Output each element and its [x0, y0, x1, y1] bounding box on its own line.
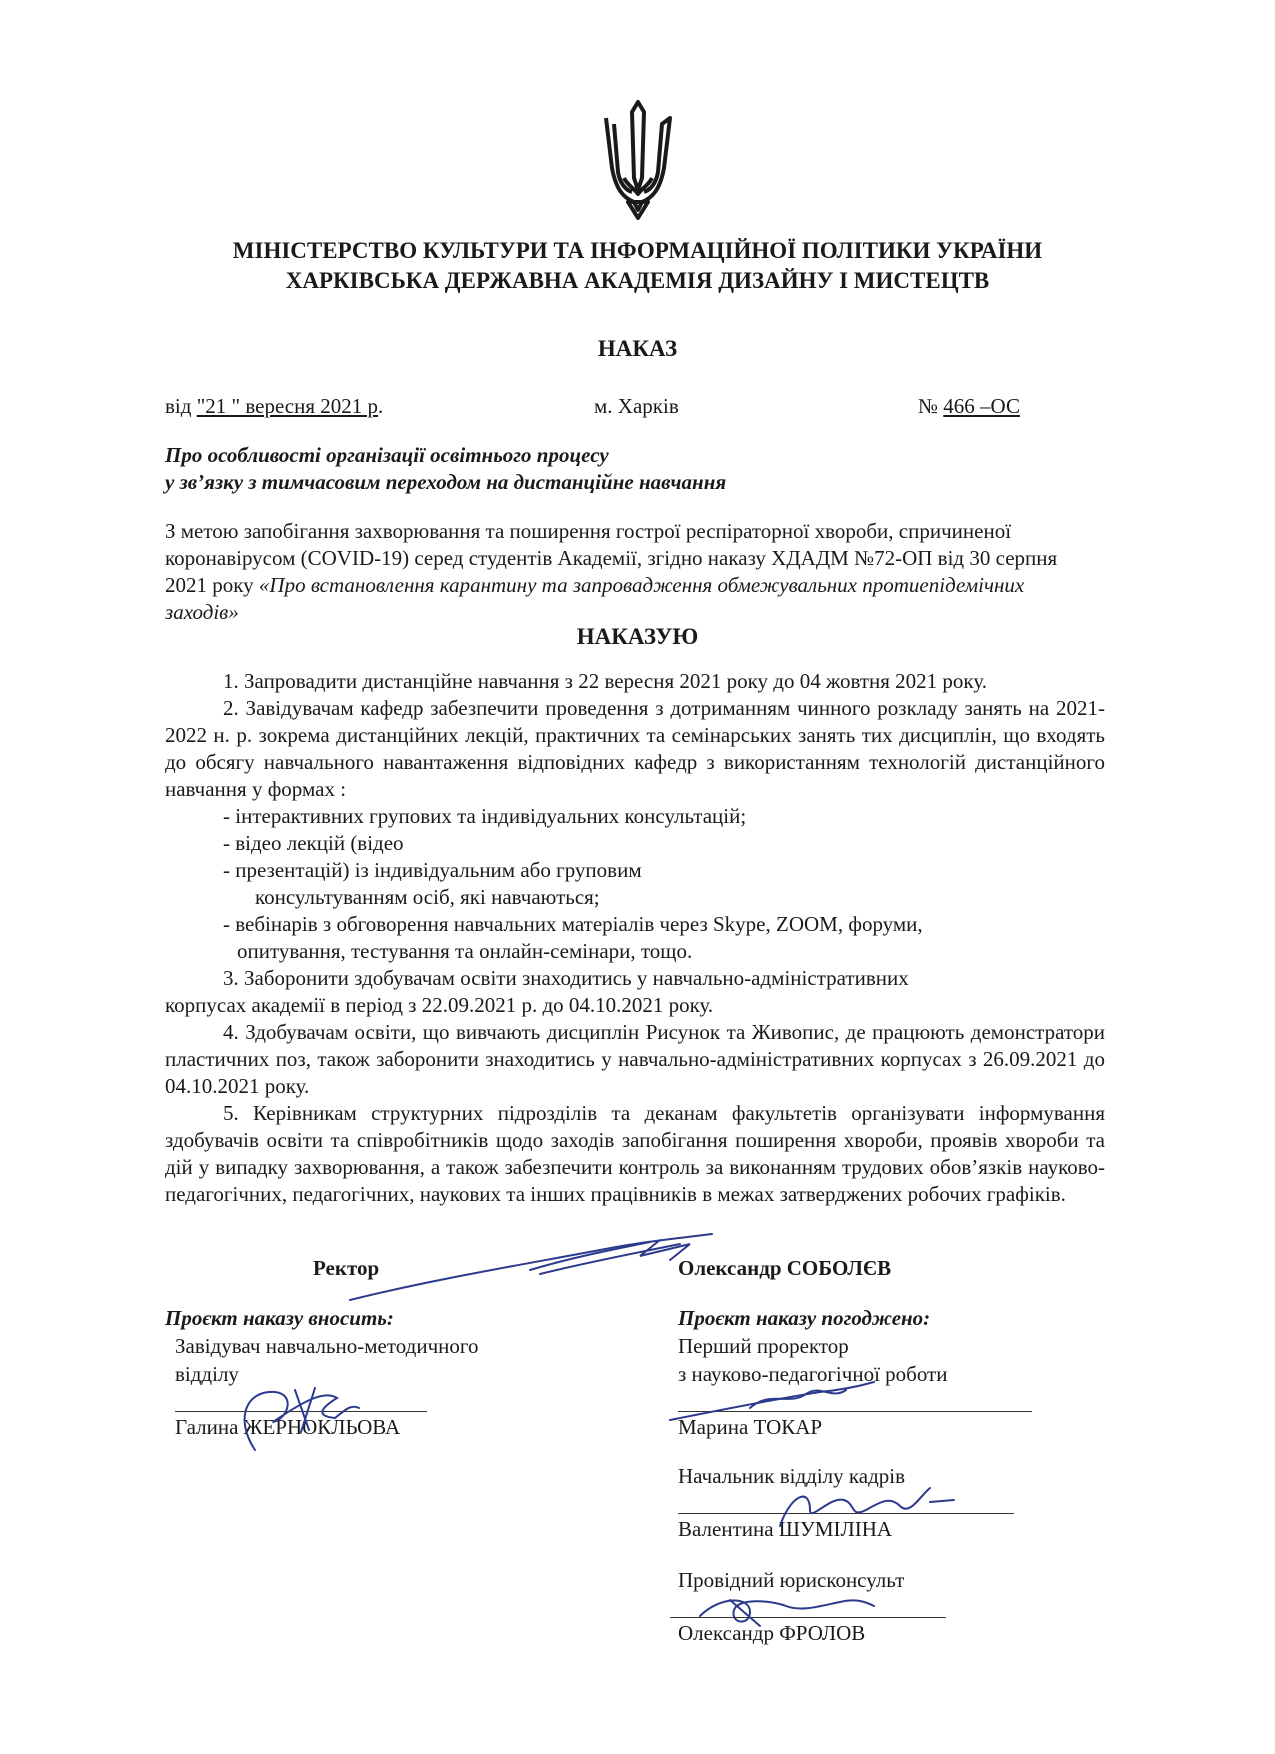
preamble-text: З метою запобігання захворювання та поширення гострої респіраторної хвороби, спричиненої коронавірусом (COVID-19) серед студентів Академії, згідно наказу ХДАДМ №72-ОП від 30 серпня 2021 року	[165, 519, 1058, 597]
ministry-line-2: ХАРКІВСЬКА ДЕРЖАВНА АКАДЕМІЯ ДИЗАЙНУ І МИСТЕЦТВ	[285, 268, 990, 293]
order-city: м. Харків	[594, 394, 679, 418]
agreed1-position-2: з науково-педагогічної роботи	[678, 1362, 948, 1386]
subject-line-1: Про особливості організації освітнього процесу	[165, 443, 609, 467]
order-date-value: "21 " вересня 2021 р	[196, 394, 379, 418]
preamble	[165, 518, 1100, 626]
order-date-prefix: від	[165, 394, 197, 418]
submitted-position-2: відділу	[175, 1362, 239, 1386]
agreed3-name: Олександр ФРОЛОВ	[678, 1621, 866, 1645]
form-item-3-cont: консультуванням осіб, які навчаються;	[255, 885, 600, 909]
item-5: 5. Керівникам структурних підрозділів та деканам факультетів організувати інформування здобувачів освіти та співробітників щодо заходів запобігання поширення хвороби, проявів хвороби та дій у випадку захворювання, а також забезпечити контроль за виконанням трудових обов’язків науково-педагогічних, педагогічних, наукових та інших працівників в межах затверджених робочих графіків.	[165, 1101, 1105, 1206]
order-number-value: 466 –ОС	[943, 394, 1020, 418]
agreed1-signature-icon	[660, 1370, 880, 1430]
order-date-suffix: .	[378, 394, 384, 418]
agreed-heading: Проєкт наказу погоджено:	[678, 1306, 931, 1330]
agreed3-signature-icon	[690, 1576, 880, 1636]
submitted-name: Галина ЖЕРНОКЛЬОВА	[175, 1415, 401, 1439]
order-number-prefix: №	[918, 394, 944, 418]
subject-line-2: у зв’язку з тимчасовим переходом на дистанційне навчання	[165, 470, 727, 494]
preamble-reference: «Про встановлення карантину та запровадження обмежувальних протиепідемічних заходів»	[165, 573, 1025, 624]
order-title: НАКАЗ	[597, 336, 678, 361]
form-item-4: - вебінарів з обговорення навчальних матеріалів через Skype, ZOOM, форуми,	[223, 912, 923, 936]
form-item-3: - презентацій) із індивідуальним або груповим	[223, 858, 642, 882]
agreed1-name: Марина ТОКАР	[678, 1415, 823, 1439]
rector-name: Олександр СОБОЛЄВ	[678, 1256, 892, 1280]
agreed2-signature-icon	[770, 1466, 960, 1536]
trident-emblem-icon	[598, 98, 678, 222]
item-3-line-1: 3. Заборонити здобувачам освіти знаходитись у навчально-адміністративних	[223, 966, 909, 990]
submitted-heading: Проєкт наказу вносить:	[165, 1306, 394, 1330]
order-date	[165, 394, 383, 419]
agreed2-name: Валентина ШУМІЛІНА	[678, 1517, 893, 1541]
agreed3-position: Провідний юрисконсульт	[678, 1568, 905, 1592]
ministry-line-1: МІНІСТЕРСТВО КУЛЬТУРИ ТА ІНФОРМАЦІЙНОЇ ПОЛІТИКИ УКРАЇНИ	[232, 238, 1043, 263]
form-item-4-cont: опитування, тестування та онлайн-семінари, тощо.	[237, 939, 693, 963]
rector-signature-icon	[340, 1230, 720, 1310]
item-2: 2. Завідувачам кафедр забезпечити проведення з дотриманням чинного розкладу занять на 2021-2022 н. р. зокрема дистанційних лекцій, практичних та семінарських занять тих дисциплін, що входять до обсягу навчального навантаження відповідних кафедр з використанням технологій дистанційного навчання у формах :	[165, 696, 1105, 801]
item-3-line-2: корпусах академії в період з 22.09.2021 р. до 04.10.2021 року.	[165, 993, 714, 1017]
item-1: 1. Запровадити дистанційне навчання з 22 вересня 2021 року до 04 жовтня 2021 року.	[223, 669, 987, 693]
agreed2-position: Начальник відділу кадрів	[678, 1464, 906, 1488]
item-4: 4. Здобувачам освіти, що вивчають дисциплін Рисунок та Живопис, де працюють демонстратори пластичних поз, також заборонити знаходитись у навчально-адміністративних корпусах з 26.09.2021 до 04.10.2021 року.	[165, 1020, 1105, 1098]
order-number	[918, 394, 1020, 419]
ministry-header	[0, 236, 1275, 296]
order-subject	[165, 442, 726, 496]
form-item-1: - інтерактивних групових та індивідуальних консультацій;	[223, 804, 747, 828]
submitted-signature-icon	[225, 1360, 375, 1460]
order-items	[165, 668, 1105, 1208]
form-item-2: - відео лекцій (відео	[223, 831, 404, 855]
rector-title: Ректор	[313, 1256, 380, 1280]
decree-heading: НАКАЗУЮ	[576, 624, 699, 649]
agreed1-position-1: Перший проректор	[678, 1334, 849, 1358]
submitted-position-1: Завідувач навчально-методичного	[175, 1334, 479, 1358]
